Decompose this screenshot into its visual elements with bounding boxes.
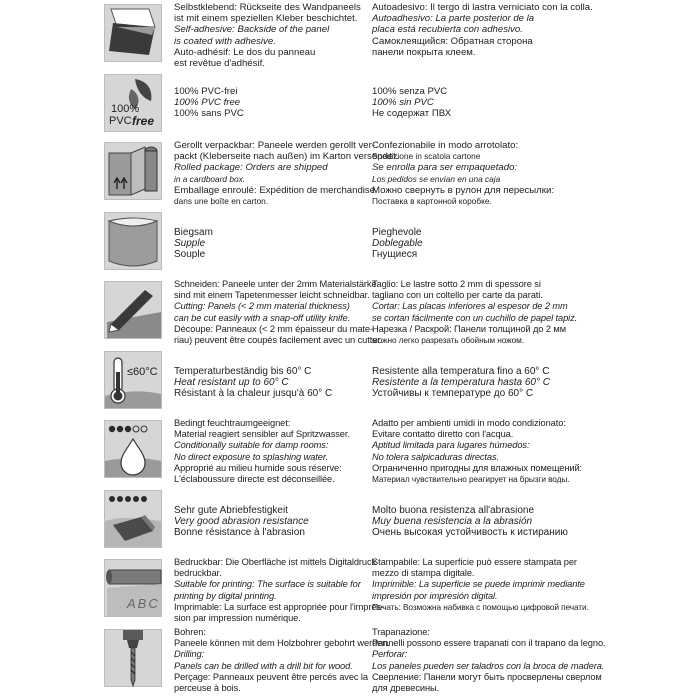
feature-text-de-en-fr [174,140,399,207]
text-line: Supple [174,238,206,250]
feature-text-it-es-ru [372,227,572,261]
text-line: Selbstklebend: Rückseite des Wandpaneels [174,2,361,13]
text-line: для древесины. [372,683,440,694]
text-line: Autoadhesivo: La parte posterior de la [372,13,535,25]
pvc-free-leaf-icon [104,74,162,132]
text-line: Heat resistant up to 60° C [174,377,289,389]
text-line: Bonne résistance à l'abrasion [174,527,305,539]
text-line: Temperaturbeständig bis 60° C [174,366,312,377]
drill-icon [104,629,162,687]
adhesive-sheet-icon [104,4,162,62]
text-line: можно легко разрезать обойным ножом. [372,335,524,346]
text-line: Doblegable [372,238,423,250]
text-line: placa está recubierta con adhesivo. [372,24,523,36]
text-line: Imprimible: La superficie se puede imprimir mediante [372,579,585,590]
text-line: impresión por impresión digital. [372,590,498,601]
text-line: Taglio: Le lastre sotto 2 mm di spessore si [372,279,541,289]
text-line: est revêtue d'adhésif. [174,58,265,70]
text-line: Rolled package: Orders are shipped [174,162,328,174]
text-line: in a cardboard box. [174,173,246,184]
icon-label-free: free [132,114,155,128]
icon-label-temperature: ≤60°C [127,366,158,378]
text-line: Pieghevole [372,227,422,238]
text-line: Resistente a la temperatura hasta 60° C [372,377,550,389]
feature-text-it-es-ru [372,557,589,613]
text-line: Spedizione in scatola cartone [372,151,481,162]
text-line: Самоклеящийся: Обратная сторона [372,35,533,47]
text-line: Schneiden: Paneele unter der 2mm Materialstärke [174,279,377,289]
text-line: Panels can be drilled with a drill bit for wood. [174,660,353,671]
text-line: Нарезка / Раскрой: Панели толщиной до 2 мм [372,323,566,334]
text-line: Confezionabile in modo arrotolato: [372,140,519,151]
text-line: Можно свернуть в рулон для пересылки: [372,184,555,196]
text-line: Muy buena resistencia a la abrasión [372,516,533,528]
text-line: Pannelli possono essere trapanati con il trapano da legno. [372,638,606,649]
water-drop-icon [104,420,162,478]
text-line: Ограниченно пригодны для влажных помещений: [372,462,583,473]
text-line: Los paneles pueden ser taladros con la broca de madera. [372,660,605,671]
text-line: Cortar: Las placas inferiores al espesor de 2 mm [372,301,568,312]
text-line: dans une boîte en carton. [174,196,269,207]
text-line: can be cut easily with a snap-off utility knife. [174,312,351,323]
text-line: se cortan fácilmente con un cuchillo de papel tapiz. [372,312,578,323]
feature-text-de-en-fr [174,86,366,120]
text-line: Материал чувствительно реагирует на брызги воды. [372,474,570,485]
text-line: No direct exposure to splashing water. [174,451,328,462]
feature-text-de-en-fr [174,2,366,69]
text-line: Imprimable: La surface est appropriée pour l'impres- [174,601,384,612]
feature-text-de-en-fr [174,279,383,346]
text-line: No tolera salpicaduras directas. [372,451,500,462]
text-line: bedruckbar. [174,568,222,579]
text-line: Trapanazione: [372,627,430,637]
feature-text-it-es-ru [372,279,578,346]
text-line: perceuse à bois. [174,683,241,694]
text-line: Resistente alla temperatura fino a 60° C [372,366,550,377]
text-line: Conditionally suitable for damp rooms: [174,440,329,451]
text-line: Suitable for printing: The surface is suitable for [174,579,361,590]
text-line: riau) peuvent être coupés facilement avec un cutter. [174,335,383,346]
icon-label-percent: 100% [111,103,140,115]
text-line: Auto-adhésif: Le dos du panneau [174,46,316,58]
feature-text-it-es-ru [372,140,572,207]
text-line: Perforar: [372,649,408,660]
rolled-package-icon [104,142,162,200]
text-line: Bohren: [174,627,206,637]
text-line: Molto buona resistenza all'abrasione [372,505,535,516]
text-line: Aptitud limitada para lugares húmedos: [372,440,530,451]
text-line: панели покрыта клеем. [372,46,476,58]
text-line: sind mit einem Tapetenmesser leicht schneidbar. [174,290,370,301]
text-line: Stampabile: La superficie può essere stampata per [372,557,577,567]
feature-text-it-es-ru [372,418,583,485]
text-line: Печать: Возможна набивка с помощью цифровой печати. [372,601,589,612]
text-line: sion par impression numérique. [174,613,301,624]
abrasion-sponge-icon [104,490,162,548]
text-line: Very good abrasion resistance [174,516,309,528]
text-line: Evitare contatto diretto con l'acqua. [372,429,514,440]
text-line: Drilling: [174,649,205,660]
text-line: 100% PVC-frei [174,86,238,97]
text-line: Se enrolla para ser empaquetado: [372,162,518,174]
text-line: mezzo di stampa digitale. [372,568,475,579]
feature-text-it-es-ru [372,627,606,694]
text-line: Material reagiert sensibler auf Spritzwasser. [174,429,350,440]
text-line: Autoadesivo: Il tergo di lastra verniciato con la colla. [372,2,593,13]
text-line: 100% PVC free [174,97,241,109]
text-line: Découpe: Panneaux (< 2 mm épaisseur du mate- [174,323,373,334]
text-line: L'éclaboussure directe est déconseillée. [174,474,335,485]
text-line: is coated with adhesive. [174,35,276,47]
text-line: Perçage: Panneaux peuvent être percés avec la [174,671,368,682]
text-line: Сверление: Панели могут быть просверлены сверлом [372,671,602,682]
text-line: Biegsam [174,227,213,238]
feature-text-de-en-fr [174,366,366,400]
utility-knife-icon [104,281,162,339]
feature-text-it-es-ru [372,366,572,400]
thermometer-icon [104,351,162,409]
feature-text-de-en-fr [174,505,366,539]
text-line: 100% senza PVC [372,86,448,97]
text-line: Не содержат ПВХ [372,108,452,120]
text-line: printing by digital printing. [174,590,277,601]
text-line: Self-adhesive: Backside of the panel [174,24,330,36]
feature-text-de-en-fr [174,227,366,261]
text-line: Гнущиеся [372,249,418,261]
feature-text-de-en-fr [174,557,384,624]
text-line: Approprié au milieu humide sous réserve: [174,462,342,473]
text-line: Los pedidos se envían en una caja [372,173,501,184]
icon-label-sample-print: ABC [127,596,160,611]
flexible-panel-icon [104,212,162,270]
feature-text-it-es-ru [372,2,593,58]
text-line: Adatto per ambienti umidi in modo condizionato: [372,418,566,428]
text-line: tagliano con un coltello per carte da parati. [372,290,543,301]
text-line: 100% sans PVC [174,108,244,120]
text-line: Résistant à la chaleur jusqu'à 60° C [174,388,333,400]
text-line: packt (Kleberseite nach außen) im Karton versendet. [174,151,399,163]
text-line: ist mit einem speziellen Kleber beschichtet. [174,13,358,25]
text-line: Cutting: Panels (< 2 mm material thickness) [174,301,350,312]
text-line: Bedruckbar: Die Oberfläche ist mittels Digitaldruck [174,557,377,567]
text-line: Bedingt feuchtraumgeeignet: [174,418,291,428]
text-line: Sehr gute Abriebfestigkeit [174,505,288,516]
printing-roller-icon [104,559,162,617]
feature-text-it-es-ru [372,505,572,539]
feature-text-de-en-fr [174,418,366,485]
feature-text-it-es-ru [372,86,572,120]
text-line: Устойчивы к температуре до 60° C [372,388,534,400]
text-line: 100% sin PVC [372,97,434,109]
text-line: Поставка в картонной коробке. [372,196,492,207]
text-line: Gerollt verpackbar: Paneele werden gerollt ver- [174,140,376,151]
text-line: Souple [174,249,206,261]
text-line: Очень высокая устойчивость к истиранию [372,527,568,539]
text-line: Emballage enroulé: Expédition de merchandise [174,184,376,196]
text-line: Paneele können mit dem Holzbohrer gebohrt werden. [174,638,390,649]
icon-label-pvc: PVC [109,115,132,127]
